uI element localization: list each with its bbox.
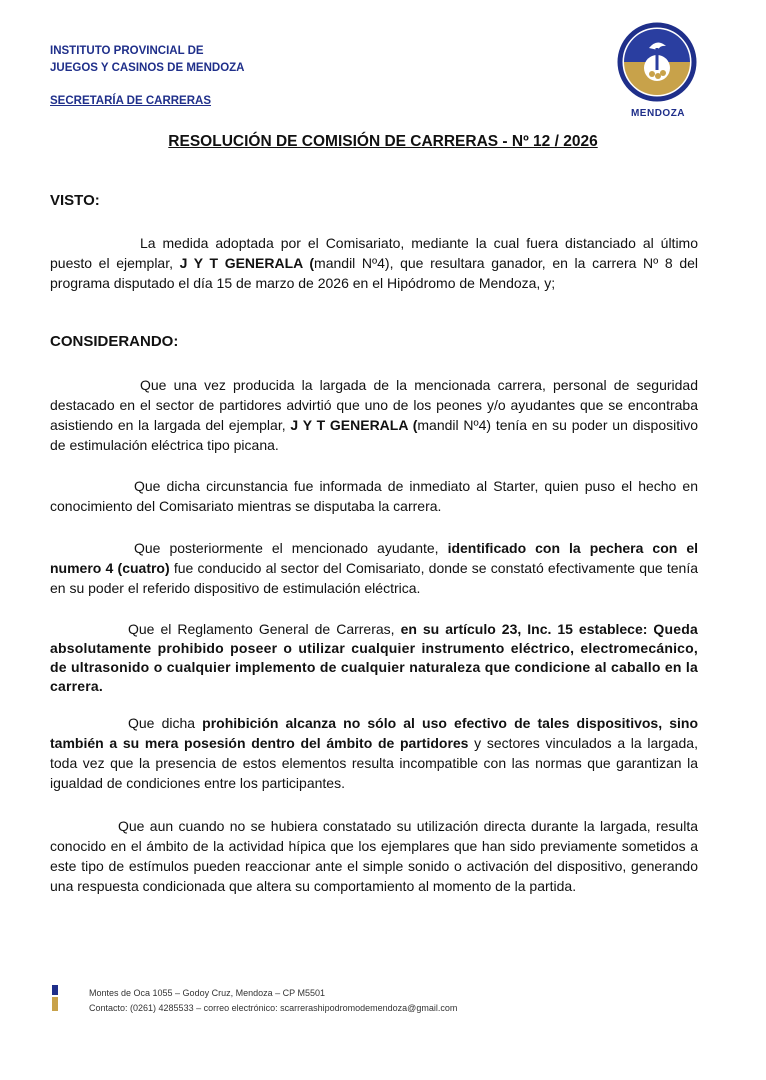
visto-horse-name: J Y T GENERALA ( [179, 255, 315, 271]
considerando-heading: CONSIDERANDO: [50, 333, 179, 350]
footer-bar-gold [52, 997, 58, 1011]
c3-bold: identificado con la pechera con el numero 4 (cuatro) [50, 540, 698, 576]
c5-text-a: Que dicha [128, 715, 203, 731]
document-title: RESOLUCIÓN DE COMISIÓN DE CARRERAS - Nº 12 / 2026 [168, 133, 598, 150]
institution-line-1: INSTITUTO PROVINCIAL DE [50, 45, 204, 57]
considerando-paragraph-2: Que dicha circunstancia fue informada de inmediato al Starter, quien puso el hecho en conocimiento del Comisariato mientras se disputaba la carrera. [50, 478, 698, 514]
mendoza-seal-icon [616, 20, 698, 122]
institution-name [50, 43, 244, 77]
visto-text-a: La medida adoptada por el Comisariato, mediante la cual fuera distanciado al último puesto el ejemplar, [50, 235, 698, 271]
visto-heading: VISTO: [50, 192, 100, 209]
c3-text-c: fue conducido al sector del Comisariato, donde se constató efectivamente que tenía en su poder el referido dispositivo de estimulación eléctrica. [50, 560, 699, 596]
footer-bar-blue [52, 985, 58, 995]
considerando-paragraph-1 [50, 375, 698, 455]
footer-contact: Contacto: (0261) 4285533 – correo electrónico: scarrerashipodromodemendoza@gmail.com [89, 1003, 458, 1013]
logo-text: MENDOZA [630, 108, 686, 119]
c4-text-a: Que el Reglamento General de Carreras, [128, 621, 401, 637]
visto-text-c: mandil Nº4), que resultara ganador, en la carrera Nº 8 del programa disputado el día 15 de marzo de 2026 en el Hipódromo de Mendoza, y; [50, 255, 699, 291]
institution-line-2: JUEGOS Y CASINOS DE MENDOZA [50, 62, 245, 74]
considerando-paragraph-4 [50, 620, 698, 696]
c3-text-a: Que posteriormente el mencionado ayudante, [134, 540, 448, 556]
considerando-paragraph-3 [50, 538, 698, 598]
c1-text-c: mandil Nº4) tenía en su poder un dispositivo de estimulación eléctrica tipo picana. [50, 417, 698, 453]
c4-bold-article: en su artículo 23, Inc. 15 establece: [400, 621, 654, 637]
c4-bold-rule: Queda absolutamente prohibido poseer o utilizar cualquier instrumento eléctrico, electromecánico, de ultrasonido o cualquier implemento de cualquier naturaleza que condicione al caballo en la carrera. [50, 621, 698, 694]
secretaria-label: SECRETARÍA DE CARRERAS [50, 95, 212, 107]
c1-horse-name: J Y T GENERALA ( [290, 417, 418, 433]
c5-bold: prohibición alcanza no sólo al uso efectivo de tales dispositivos, sino también a su mera posesión dentro del ámbito de partidores [50, 715, 698, 751]
considerando-paragraph-5 [50, 713, 698, 793]
c5-text-c: y sectores vinculados a la largada, toda vez que la presencia de estos elementos resulta incompatible con las normas que garantizan la igualdad de condiciones entre los participantes. [50, 735, 698, 791]
visto-paragraph [50, 233, 698, 293]
c1-text-a: Que una vez producida la largada de la mencionada carrera, personal de seguridad destacado en el sector de partidores advirtió que uno de los peones y/o ayudantes que se encontraba asistiendo en la largada del ejemplar, [50, 377, 698, 433]
footer-address: Montes de Oca 1055 – Godoy Cruz, Mendoza – CP M5501 [89, 988, 325, 998]
considerando-paragraph-6: Que aun cuando no se hubiera constatado su utilización directa durante la largada, resulta conocido en el ámbito de la actividad hípica que los ejemplares que han sido previamente sometidos a este tipo de estímulos pueden reaccionar ante el simple sonido o activación del dispositivo, generando una respuesta condicionada que altera su comportamiento al momento de la partida. [50, 818, 698, 894]
